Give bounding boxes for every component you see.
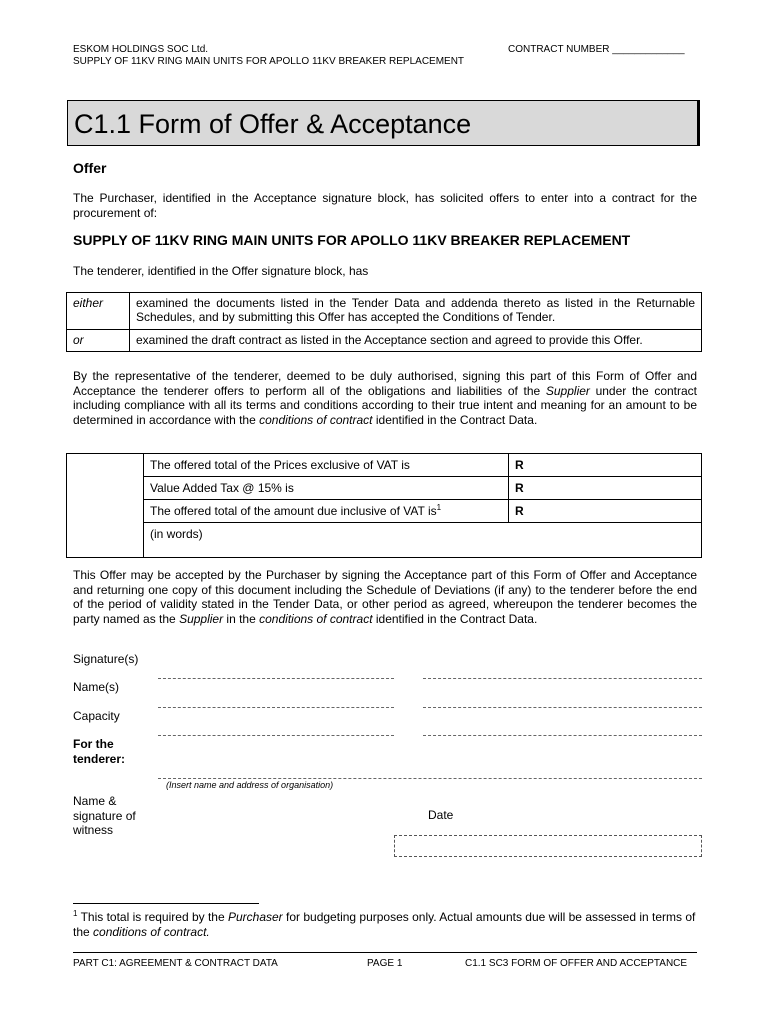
names-label: Name(s) xyxy=(73,680,120,694)
rep-supplier: Supplier xyxy=(545,383,590,398)
price-label: The offered total of the Prices exclusive of VAT is xyxy=(144,454,509,477)
footnote xyxy=(73,910,697,939)
footer-divider xyxy=(73,952,697,953)
page-title: C1.1 Form of Offer & Acceptance xyxy=(74,109,472,139)
price-table xyxy=(66,453,702,558)
fn-text-1: This total is required by the xyxy=(77,910,228,924)
rep-conditions: conditions of contract xyxy=(259,412,373,427)
acceptance-paragraph xyxy=(73,568,697,626)
price-value[interactable]: R xyxy=(509,500,702,523)
footer-left: PART C1: AGREEMENT & CONTRACT DATA xyxy=(73,958,278,969)
project-title: SUPPLY OF 11KV RING MAIN UNITS FOR APOLLO 11KV BREAKER REPLACEMENT xyxy=(73,232,631,248)
footer-right: C1.1 SC3 FORM OF OFFER AND ACCEPTANCE xyxy=(465,958,688,969)
price-label: Value Added Tax @ 15% is xyxy=(144,477,509,500)
price-label-cell xyxy=(144,500,509,523)
option-label: either xyxy=(67,293,130,330)
organisation-line[interactable] xyxy=(158,778,702,779)
intro-paragraph: The Purchaser, identified in the Acceptance signature block, has solicited offers to enter into a contract for the procurement of: xyxy=(73,191,697,220)
words-cell[interactable]: (in words) xyxy=(144,523,702,558)
name-line[interactable] xyxy=(158,707,394,708)
option-row xyxy=(67,330,702,352)
options-table xyxy=(66,292,702,352)
option-label: or xyxy=(67,330,130,352)
price-value[interactable]: R xyxy=(509,477,702,500)
for-tenderer-label: For the tenderer: xyxy=(73,737,126,766)
date-box[interactable] xyxy=(394,835,702,857)
price-blank-cell xyxy=(67,454,144,558)
fn-text-2: for budgeting purposes only. Actual amounts due will be assessed in terms of the xyxy=(73,910,696,939)
acc-conditions: conditions of contract xyxy=(259,611,373,626)
capacity-label: Capacity xyxy=(73,709,120,723)
footnote-number: 1 xyxy=(73,909,78,918)
capacity-line[interactable] xyxy=(423,735,702,736)
header-contract-number: CONTRACT NUMBER _____________ xyxy=(508,44,685,55)
price-row xyxy=(67,500,702,523)
rep-text-3: identified in the Contract Data. xyxy=(372,412,538,427)
organisation-hint: (Insert name and address of organisation) xyxy=(166,780,334,790)
acc-text-1: This Offer may be accepted by the Purchaser by signing the Acceptance part of this Form of Offer and Acceptance and returning one copy of this document including the Schedule of Deviations (if any) to the tenderer before the end of the period of validity stated in the Tender Data, or other period as agreed, whereupon the tenderer becomes the party named as the xyxy=(73,568,697,626)
acc-text-3: identified in the Contract Data. xyxy=(372,611,538,626)
acc-text-2: in the xyxy=(223,611,260,626)
option-text: examined the documents listed in the Tender Data and addenda thereto as listed in the Returnable Schedules, and by submitting this Offer has accepted the Conditions of Tender. xyxy=(130,293,702,330)
offer-heading: Offer xyxy=(73,160,107,176)
option-text: examined the draft contract as listed in the Acceptance section and agreed to provide this Offer. xyxy=(130,330,702,352)
rep-text-2: under the contract including compliance with all its terms and conditions according to their true intent and meaning for an amount to be determined in accordance with the xyxy=(73,383,698,427)
price-row xyxy=(67,523,702,558)
title-box xyxy=(67,100,700,146)
footnote-ref: 1 xyxy=(436,503,442,512)
rep-text-1: By the representative of the tenderer, deemed to be duly authorised, signing this part of this Form of Offer and Acceptance the tenderer offers to perform all of the obligations and liabilities of the xyxy=(73,369,697,398)
footer-page: PAGE 1 xyxy=(367,958,403,969)
witness-label: Name & signature of witness xyxy=(73,794,136,837)
price-row xyxy=(67,477,702,500)
fn-purchaser: Purchaser xyxy=(227,910,283,924)
signatures-label: Signature(s) xyxy=(73,652,139,666)
price-label: The offered total of the amount due inclusive of VAT is xyxy=(150,504,437,518)
price-row xyxy=(67,454,702,477)
footnote-divider xyxy=(73,903,259,904)
header-subject: SUPPLY OF 11KV RING MAIN UNITS FOR APOLLO 11KV BREAKER REPLACEMENT xyxy=(73,56,465,67)
representative-paragraph xyxy=(73,369,697,427)
name-line[interactable] xyxy=(423,707,702,708)
acc-supplier: Supplier xyxy=(179,611,224,626)
price-value[interactable]: R xyxy=(509,454,702,477)
option-row xyxy=(67,293,702,330)
signature-line[interactable] xyxy=(158,678,394,679)
signature-line[interactable] xyxy=(423,678,702,679)
capacity-line[interactable] xyxy=(158,735,394,736)
date-label: Date xyxy=(428,808,454,822)
tenderer-intro: The tenderer, identified in the Offer signature block, has xyxy=(73,264,369,278)
fn-conditions: conditions of contract. xyxy=(93,924,210,939)
header-company: ESKOM HOLDINGS SOC Ltd. xyxy=(73,44,209,55)
